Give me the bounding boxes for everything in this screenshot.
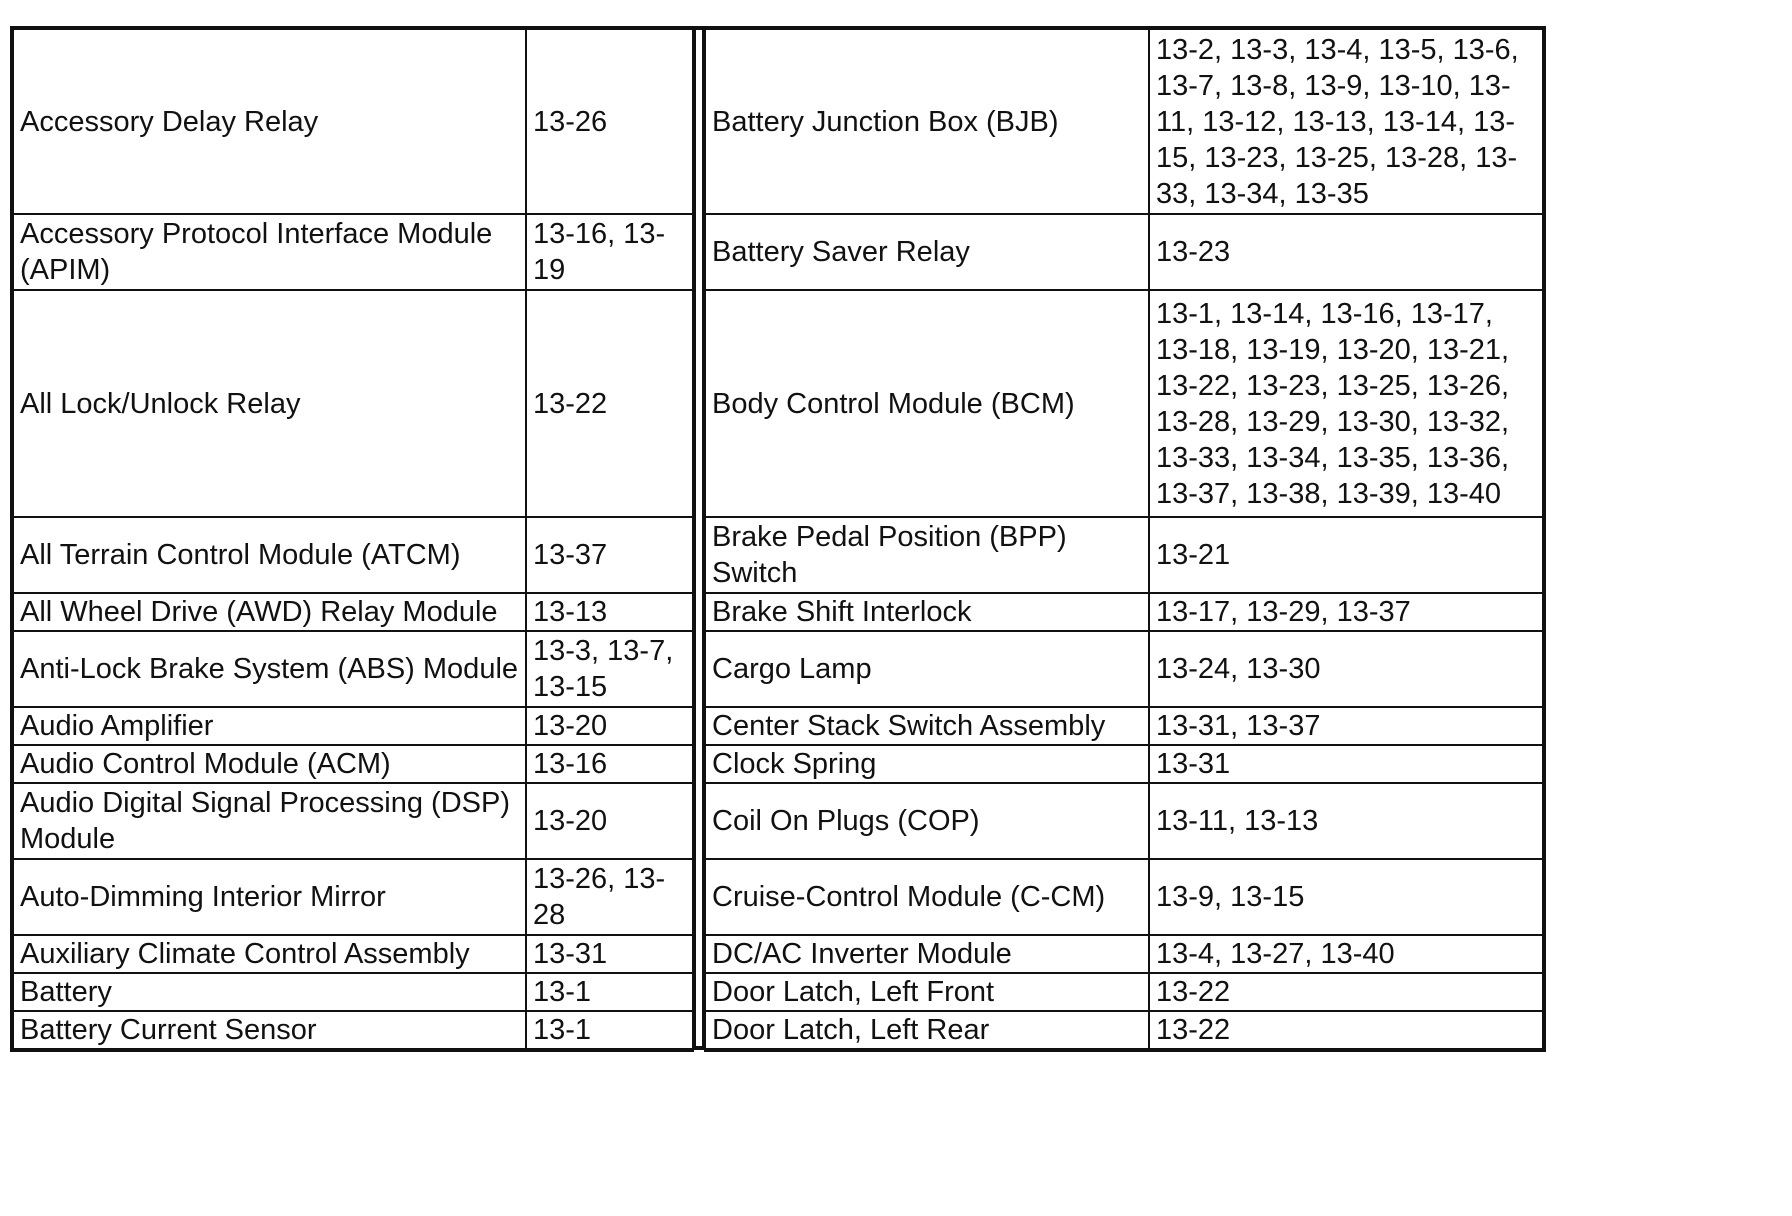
component-name: Clock Spring xyxy=(705,745,1149,783)
component-name: Cargo Lamp xyxy=(705,631,1149,707)
table-row xyxy=(705,290,1544,517)
table-row xyxy=(12,859,693,935)
table-row xyxy=(705,593,1544,631)
component-name: Brake Shift Interlock xyxy=(705,593,1149,631)
page-refs: 13-23 xyxy=(1149,214,1544,290)
page-refs: 13-3, 13-7, 13-15 xyxy=(526,631,693,707)
component-name: Door Latch, Left Front xyxy=(705,973,1149,1011)
component-name: Auto-Dimming Interior Mirror xyxy=(12,859,526,935)
table-row xyxy=(705,707,1544,745)
component-name: Audio Amplifier xyxy=(12,707,526,745)
component-index-table xyxy=(10,26,1546,1050)
page-refs: 13-11, 13-13 xyxy=(1149,783,1544,859)
table-row xyxy=(705,859,1544,935)
page-refs: 13-31 xyxy=(526,935,693,973)
page-refs: 13-24, 13-30 xyxy=(1149,631,1544,707)
component-name: Audio Digital Signal Processing (DSP) Module xyxy=(12,783,526,859)
component-name: Audio Control Module (ACM) xyxy=(12,745,526,783)
page-refs: 13-1 xyxy=(526,973,693,1011)
table-row xyxy=(705,631,1544,707)
component-name: Accessory Protocol Interface Module (APIM) xyxy=(12,214,526,290)
page-refs: 13-16 xyxy=(526,745,693,783)
page-refs: 13-20 xyxy=(526,783,693,859)
table-row xyxy=(12,631,693,707)
page-refs: 13-17, 13-29, 13-37 xyxy=(1149,593,1544,631)
table-row xyxy=(12,28,693,214)
component-name: Door Latch, Left Rear xyxy=(705,1011,1149,1050)
component-name: Accessory Delay Relay xyxy=(12,28,526,214)
component-name: Body Control Module (BCM) xyxy=(705,290,1149,517)
table-row xyxy=(705,28,1544,214)
page-refs: 13-1, 13-14, 13-16, 13-17, 13-18, 13-19, 13-20, 13-21, 13-22, 13-23, 13-25, 13-26, 13-28, 13-29, 13-30, 13-32, 13-33, 13-34, 13-35, 13-36, 13-37, 13-38, 13-39, 13-40 xyxy=(1149,290,1544,517)
page-refs: 13-9, 13-15 xyxy=(1149,859,1544,935)
page-refs: 13-37 xyxy=(526,517,693,593)
component-name: Battery Current Sensor xyxy=(12,1011,526,1050)
component-name: Battery xyxy=(12,973,526,1011)
component-name: All Terrain Control Module (ATCM) xyxy=(12,517,526,593)
component-name: Center Stack Switch Assembly xyxy=(705,707,1149,745)
component-name: Coil On Plugs (COP) xyxy=(705,783,1149,859)
page-refs: 13-26, 13-28 xyxy=(526,859,693,935)
table-row xyxy=(705,783,1544,859)
page-refs: 13-31, 13-37 xyxy=(1149,707,1544,745)
page-refs: 13-21 xyxy=(1149,517,1544,593)
right-index-table xyxy=(704,26,1546,1052)
table-row xyxy=(705,973,1544,1011)
table-row xyxy=(12,745,693,783)
table-row xyxy=(12,1011,693,1050)
component-name: All Lock/Unlock Relay xyxy=(12,290,526,517)
page-refs: 13-16, 13-19 xyxy=(526,214,693,290)
page-refs: 13-2, 13-3, 13-4, 13-5, 13-6, 13-7, 13-8, 13-9, 13-10, 13-11, 13-12, 13-13, 13-14, 13-15, 13-23, 13-25, 13-28, 13-33, 13-34, 13-35 xyxy=(1149,28,1544,214)
table-row xyxy=(705,517,1544,593)
table-row xyxy=(12,290,693,517)
table-row xyxy=(12,973,693,1011)
component-name: Battery Junction Box (BJB) xyxy=(705,28,1149,214)
page-refs: 13-31 xyxy=(1149,745,1544,783)
component-name: Cruise-Control Module (C-CM) xyxy=(705,859,1149,935)
page-refs: 13-20 xyxy=(526,707,693,745)
page-refs: 13-22 xyxy=(526,290,693,517)
page-refs: 13-1 xyxy=(526,1011,693,1050)
component-name: Brake Pedal Position (BPP) Switch xyxy=(705,517,1149,593)
component-name: Auxiliary Climate Control Assembly xyxy=(12,935,526,973)
table-row xyxy=(705,1011,1544,1050)
component-name: Anti-Lock Brake System (ABS) Module xyxy=(12,631,526,707)
table-row xyxy=(12,707,693,745)
page-refs: 13-4, 13-27, 13-40 xyxy=(1149,935,1544,973)
table-row xyxy=(12,214,693,290)
component-name: Battery Saver Relay xyxy=(705,214,1149,290)
table-row xyxy=(12,517,693,593)
page-refs: 13-22 xyxy=(1149,973,1544,1011)
column-divider xyxy=(694,26,704,1050)
left-index-table xyxy=(10,26,694,1052)
table-row xyxy=(705,745,1544,783)
page-refs: 13-13 xyxy=(526,593,693,631)
table-row xyxy=(705,935,1544,973)
page-refs: 13-26 xyxy=(526,28,693,214)
table-row xyxy=(705,214,1544,290)
page-refs: 13-22 xyxy=(1149,1011,1544,1050)
table-row xyxy=(12,593,693,631)
table-row xyxy=(12,783,693,859)
table-row xyxy=(12,935,693,973)
component-name: All Wheel Drive (AWD) Relay Module xyxy=(12,593,526,631)
component-name: DC/AC Inverter Module xyxy=(705,935,1149,973)
